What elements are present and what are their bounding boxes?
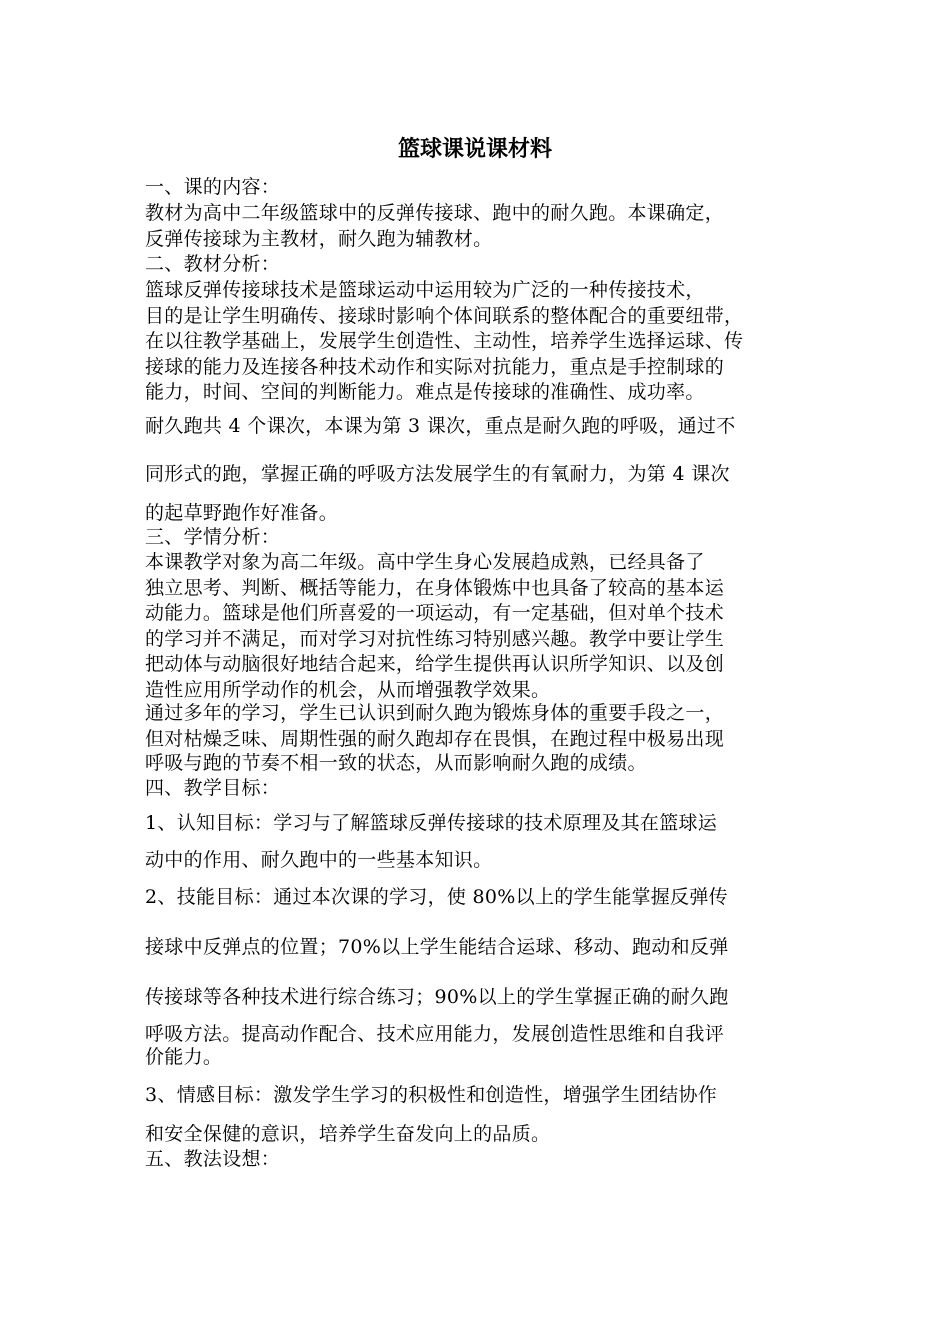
paragraph-line: 动中的作用、耐久跑中的一些基本知识。 <box>145 849 493 871</box>
paragraph-line: 耐久跑共 4 个课次，本课为第 3 课次，重点是耐久跑的呼吸，通过不 <box>145 415 736 437</box>
paragraph-line: 3、情感目标：激发学生学习的积极性和创造性，增强学生团结协作 <box>145 1084 718 1106</box>
paragraph-line: 篮球反弹传接球技术是篮球运动中运用较为广泛的一种传接技术， <box>145 279 705 301</box>
paragraph-line: 本课教学对象为高二年级。高中学生身心发展趋成熟，已经具备了 <box>145 551 705 573</box>
paragraph-line: 反弹传接球为主教材，耐久跑为辅教材。 <box>145 228 493 250</box>
paragraph-line: 价能力。 <box>145 1046 223 1068</box>
section-heading-analysis: 二、教材分析： <box>145 253 281 275</box>
paragraph-line: 在以往教学基础上，发展学生创造性、主动性，培养学生选择运球、传 <box>145 330 744 352</box>
paragraph-line: 但对枯燥乏味、周期性强的耐久跑却存在畏惧，在跑过程中极易出现 <box>145 728 725 750</box>
section-heading-content: 一、课的内容： <box>145 176 281 198</box>
paragraph-line: 独立思考、判断、概括等能力，在身体锻炼中也具备了较高的基本运 <box>145 577 725 599</box>
paragraph-line: 接球中反弹点的位置；70%以上学生能结合运球、移动、跑动和反弹 <box>145 936 729 958</box>
paragraph-line: 呼吸方法。提高动作配合、技术应用能力，发展创造性思维和自我评 <box>145 1023 725 1045</box>
paragraph-line: 目的是让学生明确传、接球时影响个体间联系的整体配合的重要纽带， <box>145 305 744 327</box>
paragraph-line: 造性应用所学动作的机会，从而增强教学效果。 <box>145 679 551 701</box>
paragraph-line: 的学习并不满足，而对学习对抗性练习特别感兴趣。教学中要让学生 <box>145 628 725 650</box>
paragraph-line: 通过多年的学习，学生已认识到耐久跑为锻炼身体的重要手段之一， <box>145 702 725 724</box>
section-heading-objectives: 四、教学目标： <box>145 777 281 799</box>
paragraph-line: 的起草野跑作好准备。 <box>145 502 339 524</box>
paragraph-line: 传接球等各种技术进行综合练习；90%以上的学生掌握正确的耐久跑 <box>145 986 729 1008</box>
paragraph-line: 1、认知目标：学习与了解篮球反弹传接球的技术原理及其在篮球运 <box>145 812 718 834</box>
paragraph-line: 教材为高中二年级篮球中的反弹传接球、跑中的耐久跑。本课确定， <box>145 202 725 224</box>
paragraph-line: 同形式的跑，掌握正确的呼吸方法发展学生的有氧耐力，为第 4 课次 <box>145 463 730 485</box>
section-heading-methods: 五、教法设想： <box>145 1148 281 1170</box>
paragraph-line: 呼吸与跑的节奏不相一致的状态，从而影响耐久跑的成绩。 <box>145 752 647 774</box>
paragraph-line: 把动体与动脑很好地结合起来，给学生提供再认识所学知识、以及创 <box>145 653 725 675</box>
paragraph-line: 和安全保健的意识，培养学生奋发向上的品质。 <box>145 1123 551 1145</box>
paragraph-line: 动能力。篮球是他们所喜爱的一项运动，有一定基础，但对单个技术 <box>145 602 725 624</box>
paragraph-line: 接球的能力及连接各种技术动作和实际对抗能力，重点是手控制球的 <box>145 356 725 378</box>
document-title: 篮球课说课材料 <box>397 136 552 162</box>
paragraph-line: 能力，时间、空间的判断能力。难点是传接球的准确性、成功率。 <box>145 381 705 403</box>
paragraph-line: 2、技能目标：通过本次课的学习，使 80%以上的学生能掌握反弹传 <box>145 886 728 908</box>
section-heading-students: 三、学情分析： <box>145 526 281 548</box>
